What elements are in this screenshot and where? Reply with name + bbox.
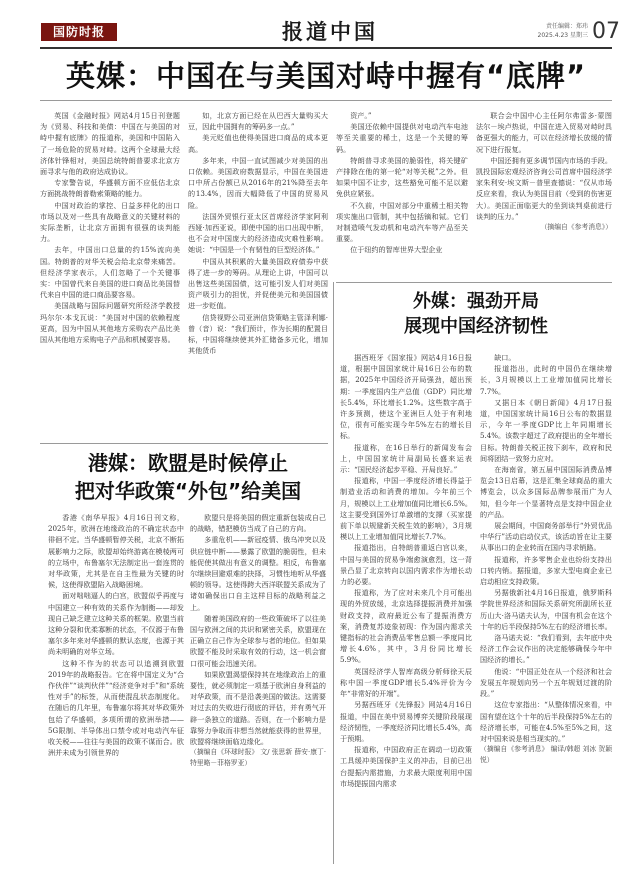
- paragraph: 面对咄咄逼人的白宫，欧盟似乎再度与中国建立一种有效的关系作为制衡——却发现自己缺乏建立这种关系的框架。欧盟当前这种分裂和优柔寡断的状态，不仅源于布鲁塞尔多年来对华盛顿的默认态度，也源于其尚未明确的对华立场。: [48, 591, 184, 657]
- paragraph: 报道指出，自特朗普重返白宫以来，中国与美国的贸易争端愈演愈烈，这一背景凸显了北京转向以国内需求作为增长动力的必要。: [340, 543, 472, 587]
- paragraph: 多年来，中国一直试图减少对美国的出口依赖。美国政府数据显示，中国在美国进口中所占份额已从2016年的21%降至去年的13.4%，因而大幅降低了中国的贸易风险。: [188, 155, 328, 210]
- paragraph: 不久前，中国对部分中重稀土相关物项实施出口管制，其中包括镝和铽。它们对制造喷气发动机和电动汽车等产品至关重要。: [336, 200, 468, 244]
- article2-source: （摘编自《参考消息》 编译/韩超 刘冰 贺颖悦）: [480, 745, 612, 765]
- paragraph: 资产。”: [350, 111, 372, 120]
- article1-column-4: [476, 110, 612, 280]
- article3-headline: [48, 449, 328, 505]
- paragraph: 报道称，中国一季度经济增长得益于制造业活动和消费的增加。今年前三个月，规模以上工业增加值同比增长6.5%。这主要受到国外订单激增的支撑（买家提前下单以规避新关税生效的影响），3月规模以上工业增加值同比增长7.7%。: [340, 476, 472, 542]
- column-divider: [333, 282, 334, 864]
- paragraph: 联合会中国中心主任阿尔弗雷多·蒙图法尔－埃卢热说，中国在进入贸易对峙时具备更强大的能力，可以在经济增长放缓的情况下进行报复。: [476, 111, 612, 154]
- paragraph: 另据西班牙《先锋报》网站4月16日报道，中国在美中贸易博弈关键阶段展现经济韧性，一季度经济同比增长5.4%，高于预期。: [340, 700, 472, 743]
- paragraph: 报道指出，此时的中国仍在继续增长，3月规模以上工业增加值同比增长7.7%。: [480, 364, 612, 396]
- paragraph: 法国外贸银行亚太区首席经济学家阿利西娅·加西亚说，即使中国的出口出现中断，也不会对中国庞大的经济造成灾难性影响。她说：“中国是一个有韧性的巨型经济体。”: [188, 211, 328, 255]
- masthead-divider: [40, 47, 612, 49]
- paragraph: 报道称，在16日举行的新闻发布会上，中国国家统计局副局长盛来运表示：“国民经济起步平稳、开局良好。”: [340, 442, 472, 475]
- article3-top-divider: [40, 443, 328, 444]
- article1-column-1: [40, 110, 180, 440]
- paragraph: 在海南省，第五届中国国际消费品博览会13日启幕，这是汇集全球商品的重大博览会，以众多国际品牌参展而广为人知，但今年一个显著特点是支持中国企业的产品。: [480, 465, 612, 519]
- article1-column-2: [188, 110, 328, 440]
- article2-top-divider: [336, 282, 612, 283]
- paragraph: 中国从其积累的大量美国政府债券中获得了进一步的筹码。从理论上讲，中国可以出售这些美国国债，这可能引发人们对美国资产吸引力的担忧，并促使美元和美国国债进一步贬值。: [188, 256, 328, 311]
- article3-headline-line-2: 把对华政策“外包”给美国: [74, 479, 302, 503]
- page-meta: [530, 22, 588, 40]
- paragraph: 多重危机——新冠疫情、俄乌冲突以及供应链中断——暴露了欧盟的脆弱性，但未能促使其做出有意义的调整。相反，布鲁塞尔继续回避艰难的抉择，习惯性地听从华盛顿的领导。这使得跨大西洋联盟关系成为了诸如确保出口自主这样目标的战略利益之上。: [190, 535, 326, 612]
- paragraph: 展会期间，中国商务部举行“外贸优品中华行”活动启动仪式，该活动旨在让主要从事出口的企业转而在国内寻求销路。: [480, 521, 612, 553]
- masthead: [0, 0, 642, 46]
- article2-headline: [340, 289, 612, 339]
- paragraph: 随着美国政府的一些政策破坏了以往美国与欧洲之间的共识和紧密关系，欧盟现在正确立自己作为全球参与者的地位。但如果欧盟不能及时采取有效的行动，这一机会窗口很可能会迅速关闭。: [190, 613, 326, 668]
- newspaper-logo: 国防时报: [41, 23, 117, 41]
- article2-headline-line-1: 外媒：强劲开局: [413, 291, 539, 312]
- article1-source: （摘编自《参考消息》）: [540, 223, 612, 232]
- paragraph: 据西班牙《国家报》网站4月16日报道，根据中国国家统计局16日公布的数据，2025年中国经济开局强劲，超出预期：一季度国内生产总值（GDP）同比增长5.4%，环比增长1.2%。这些数字高于许多预测，使这个亚洲巨人处于有利地位，很有可能实现今年5%左右的增长目标。: [340, 353, 472, 441]
- article1-divider: [40, 100, 612, 101]
- paragraph: 中国还拥有更多调节国内市场的手段。凯投国际宏观经济咨询公司首席中国经济学家朱利安·埃文斯－普里查德说：“仅从市场反应来看，我认为美国目前（受到的伤害更大）。美国正面临更大的坐到谈判桌前进行谈判的压力。”: [476, 155, 612, 221]
- paragraph: 香港《南华早报》4月16日刊文称，2025年，欧洲在地缘政治的不确定状态中徘徊不定。当华盛顿暂停关税，北京不断拓展影响力之际，欧盟却始终游离在模棱两可的立场中，布鲁塞尔无法制定出一套连贯的对华政策，尤其是在自主性最为关键的时候，这使得欧盟陷入战略困境。: [48, 513, 184, 590]
- paragraph: 英国《金融时报》网站4月15日刊登题为《贸易、科技和美债：中国在与美国的对峙中握有底牌》的报道称，美国和中国陷入了一场危险的贸易对峙。这两个全球最大经济体针锋相对，美国总统特朗普要求北京方面寻求与他的政府达成协议。: [40, 111, 180, 177]
- article2-column-1: [340, 352, 472, 864]
- paragraph: 中国对政治的掌控、日益多样化的出口市场以及对一些具有战略意义的关键材料的实际垄断，让北京方面拥有很强的谈判能力。: [40, 200, 180, 244]
- article3-source: （摘编自《环球时报》 文/ 张思新 薛安·康丁·特里略－菲格罗亚）: [190, 748, 326, 768]
- paragraph: 报道称，许多零售企业也纷纷支持出口转内销。据报道，多家大型电商企业已启动相应支持政策。: [480, 554, 612, 587]
- page-number: 07: [592, 19, 620, 44]
- paragraph: 去年，中国出口总量的约15%流向美国。特朗普的对华关税会给北京带来痛苦。但经济学家表示，人们忽略了一个关键事实：中国曾代来自美国的进口商品比美国替代来自中国的进口商品要容易。: [40, 245, 180, 300]
- editor-credit: 责任编辑：郑玮: [545, 23, 588, 30]
- article2-headline-line-2: 展现中国经济韧性: [404, 316, 548, 337]
- paragraph: 如果欧盟渴望保持其在地缘政治上的重要性，就必须制定一项基于欧洲自身利益的对华政策，而不是沿袭美国的做法。这需要对过去的失败进行彻底的评估，并有勇气开辟一条独立的道路。否则，在一个影响力是靠努力争取而非想当然就能获得的世界里，欧盟将继续面临边缘化。: [190, 669, 326, 747]
- article1-column-3: [336, 110, 468, 280]
- paragraph: 位于纽约的智库世界大型企业: [350, 245, 443, 255]
- paragraph: 另据俄新社4月16日报道，俄罗斯科学院世界经济和国际关系研究所副所长亚历山大·洛马诺夫认为，中国有机会在这个十年的后半段保持5%左右的经济增长率。: [480, 588, 612, 631]
- paragraph: 这位专家指出：“从整体情况来看，中国有望在这个十年的后半段保持5%左右的经济增长率，可能在4.5%至5%之间，这对中国来说是相当现实的。”: [480, 700, 612, 743]
- paragraph: 美元贬值也使得美国进口商品的成本更高。: [188, 133, 328, 154]
- paragraph: 缺口。: [494, 353, 516, 362]
- paragraph: 报道称，中国政府正在调动一切政策工具缓冲美国保护主义的冲击，目前已出台提振内需措施，力求最大限度利用中国市场提振国内需求: [340, 745, 472, 788]
- paragraph: 英国经济学人智库高级分析师徐天辰称中国一季度GDP增长5.4%评价为今年“非常好的开端”。: [340, 666, 472, 699]
- paragraph: 欧盟只是将美国的假定重新包装成自己的战略，错把模仿当成了自己的方向。: [190, 513, 326, 534]
- article3-column-2: [190, 512, 326, 864]
- article2-column-2: [480, 352, 612, 864]
- issue-date: 2025.4.23 星期三: [537, 32, 588, 39]
- paragraph: 美国还依赖中国提供对电动汽车电池等至关重要的稀土，这是一个关键的筹码。: [336, 122, 468, 154]
- paragraph: 美国战略与国际问题研究所经济学教授玛尔尔·本戈瓦说：“美国对中国的依赖程度更高，因为中国从其他地方采购农产品比美国从其他地方采购电子产品和机械要容易。: [40, 301, 180, 345]
- paragraph: 这种不作为的状态可以追溯到欧盟2019年的战略报告。它在将中国定义为“合作伙伴”“谈判伙伴”“经济竞争对手”和“系统性对手”的标签，从而使混乱状态制度化。在随后的几年里，布鲁塞尔将其对华政策外包给了华盛顿，多项所谓的欧洲举措——5G限制、半导体出口禁令或对电动汽车征收关税——往往与美国的政策不谋而合。欧洲并未成为引领世界的: [48, 658, 184, 758]
- paragraph: 又据日本《朝日新闻》4月17日报道，中国国家统计局16日公布的数据显示，今年一季度GDP比上年同期增长5.4%。该数字超过了政府提出的全年增长目标。特朗普关税正按下刹车，政府和民间将团结一致努力应对。: [480, 397, 612, 463]
- article3-headline-line-1: 港媒：欧盟是时候停止: [88, 451, 288, 475]
- paragraph: 报道称，为了应对未来几个月可能出现的外贸放缓，北京选择提振消费并加强财政支持，政府最近公布了提振消费方案，消费复苏迹象初现：作为国内需求关键指标的社会消费品零售总额一季度同比增长4.6%，其中，3月份同比增长5.9%。: [340, 588, 472, 665]
- paragraph: 专家警告说，华盛顿方面不应低估北京方面挑战特朗普勒索策略的能力。: [40, 178, 180, 199]
- paragraph: 信贷视野公司亚洲信贷策略主管泽利娜·曾（音）说：“我们预计，作为长期的配置目标，中国将继续使其外汇储备多元化，增加其他货币: [188, 312, 328, 356]
- paragraph: 如，北京方面已经在从巴西大量购买大豆，因此中国拥有的筹码多一点。”: [188, 111, 328, 132]
- paragraph: 特朗普寻求美国的脆弱性，将关键矿产排除在他的第一轮“对等关税”之外。但如果中国不让步，这些豁免可能不足以避免供应紧张。: [336, 155, 468, 199]
- paragraph: 他说：“中国正处在从一个经济和社会发展五年规划向另一个五年规划过渡的阶段。”: [480, 666, 612, 699]
- article1-headline: 英媒：中国在与美国对峙中握有“底牌”: [65, 59, 587, 93]
- article3-column-1: [48, 512, 184, 864]
- section-title: 报道中国: [282, 20, 378, 44]
- paragraph: 洛马诺夫说：“我们看到，去年底中央经济工作会议作出的决定能够确保今年中国经济的增长。”: [480, 633, 612, 665]
